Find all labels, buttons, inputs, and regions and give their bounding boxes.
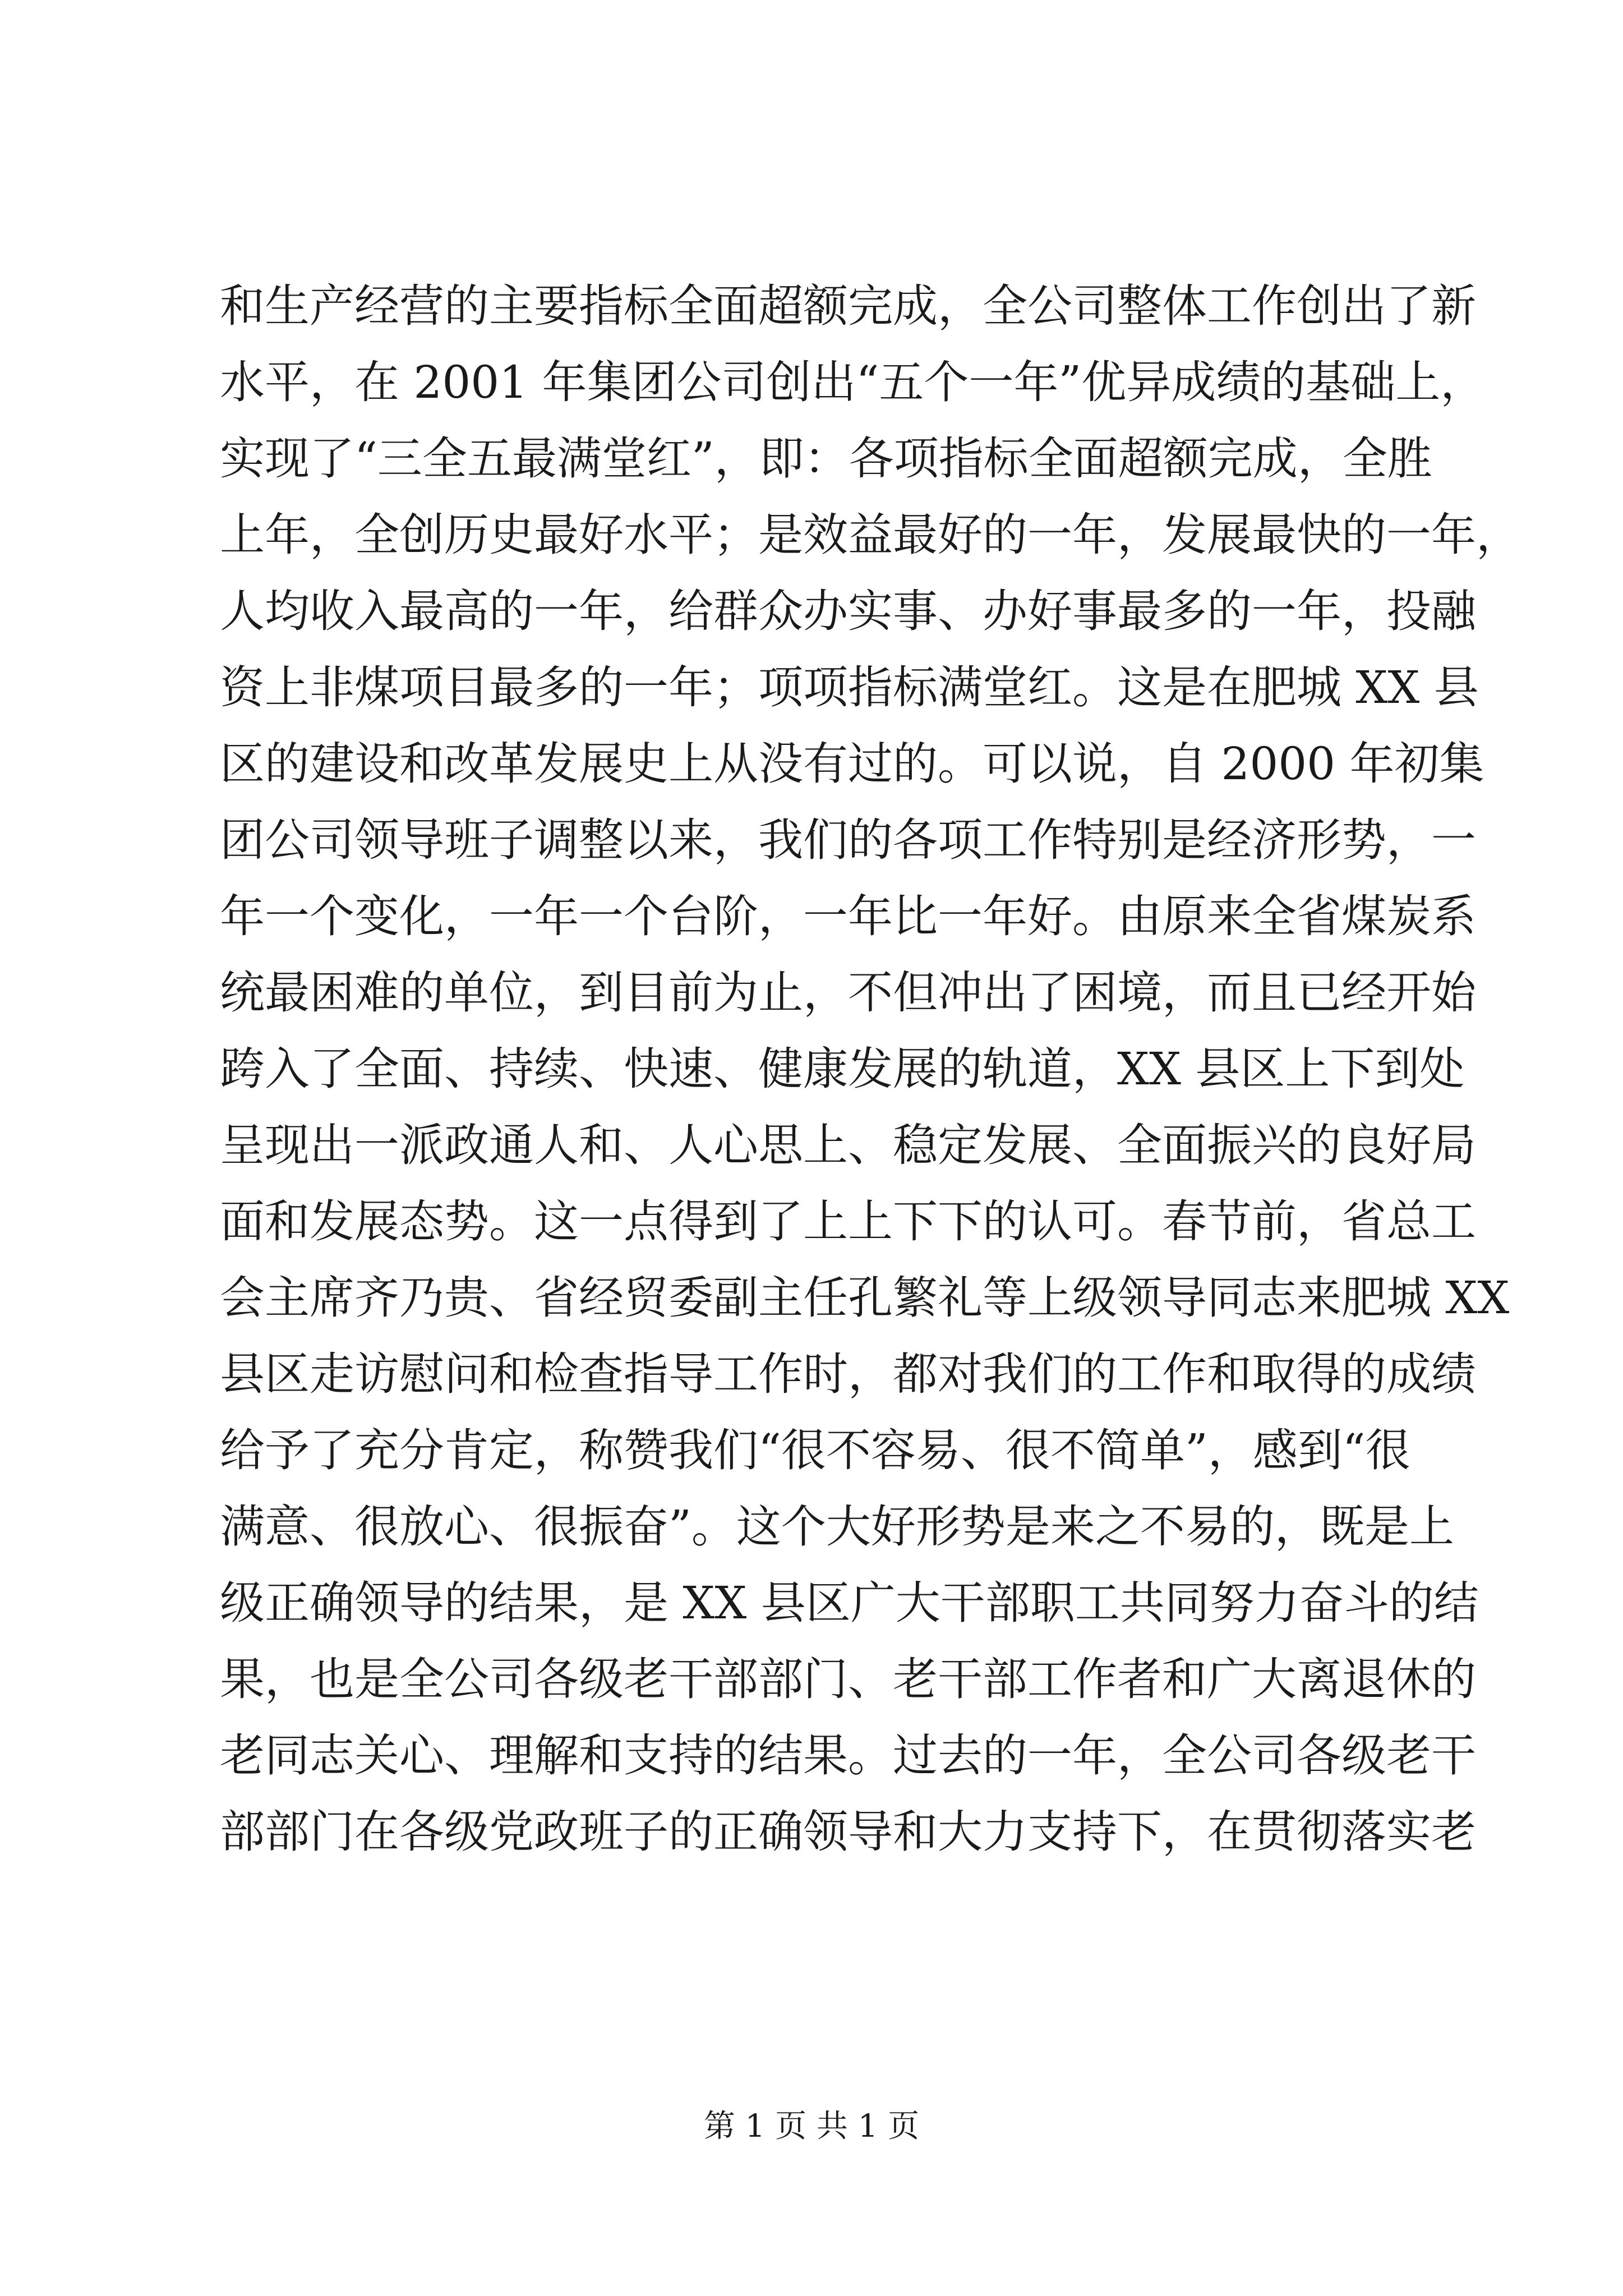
text-line: 区的建设和改革发展史上从没有过的。可以说，自 2000 年初集 [220, 738, 1484, 790]
text-line: 级正确领导的结果，是 XX 县区广大干部职工共同努力奋斗的结 [220, 1577, 1479, 1629]
text-line: 满意、很放心、很振奋”。这个大好形势是来之不易的，既是上 [220, 1501, 1454, 1553]
text-line: 老同志关心、理解和支持的结果。过去的一年，全公司各级老干 [220, 1729, 1476, 1782]
text-line: 面和发展态势。这一点得到了上上下下的认可。春节前，省总工 [220, 1195, 1476, 1248]
text-line: 实现了“三全五最满堂红”，即：各项指标全面超额完成，全胜 [220, 432, 1432, 485]
page-footer: 第 1 页 共 1 页 [703, 2108, 920, 2145]
text-line: 年一个变化，一年一个台阶，一年比一年好。由原来全省煤炭系 [220, 890, 1476, 942]
text-line: 呈现出一派政通人和、人心思上、稳定发展、全面振兴的良好局 [220, 1119, 1476, 1171]
text-line: 县区走访慰问和检查指导工作时，都对我们的工作和取得的成绩 [220, 1348, 1476, 1400]
text-line: 和生产经营的主要指标全面超额完成，全公司整体工作创出了新 [220, 280, 1476, 332]
text-line: 部部门在各级党政班子的正确领导和大力支持下，在贯彻落实老 [220, 1806, 1476, 1858]
text-line: 团公司领导班子调整以来，我们的各项工作特别是经济形势，一 [220, 814, 1476, 866]
text-line: 上年，全创历史最好水平；是效益最好的一年，发展最快的一年， [220, 509, 1521, 561]
text-line: 资上非煤项目最多的一年；项项指标满堂红。这是在肥城 XX 县 [220, 661, 1479, 714]
text-line: 果，也是全公司各级老干部部门、老干部工作者和广大离退休的 [220, 1653, 1476, 1705]
text-line: 统最困难的单位，到目前为止，不但冲出了困境，而且已经开始 [220, 967, 1476, 1019]
text-line: 给予了充分肯定，称赞我们“很不容易、很不简单”，感到“很 [220, 1424, 1410, 1476]
text-line: 会主席齐乃贵、省经贸委副主任孔繁礼等上级领导同志来肥城 XX [220, 1272, 1510, 1324]
body-text [220, 268, 1521, 1870]
text-line: 人均收入最高的一年，给群众办实事、办好事最多的一年，投融 [220, 585, 1476, 637]
text-line: 水平，在 2001 年集团公司创出“五个一年”优异成绩的基础上， [220, 356, 1486, 408]
text-line: 跨入了全面、持续、快速、健康发展的轨道，XX 县区上下到处 [220, 1043, 1465, 1095]
